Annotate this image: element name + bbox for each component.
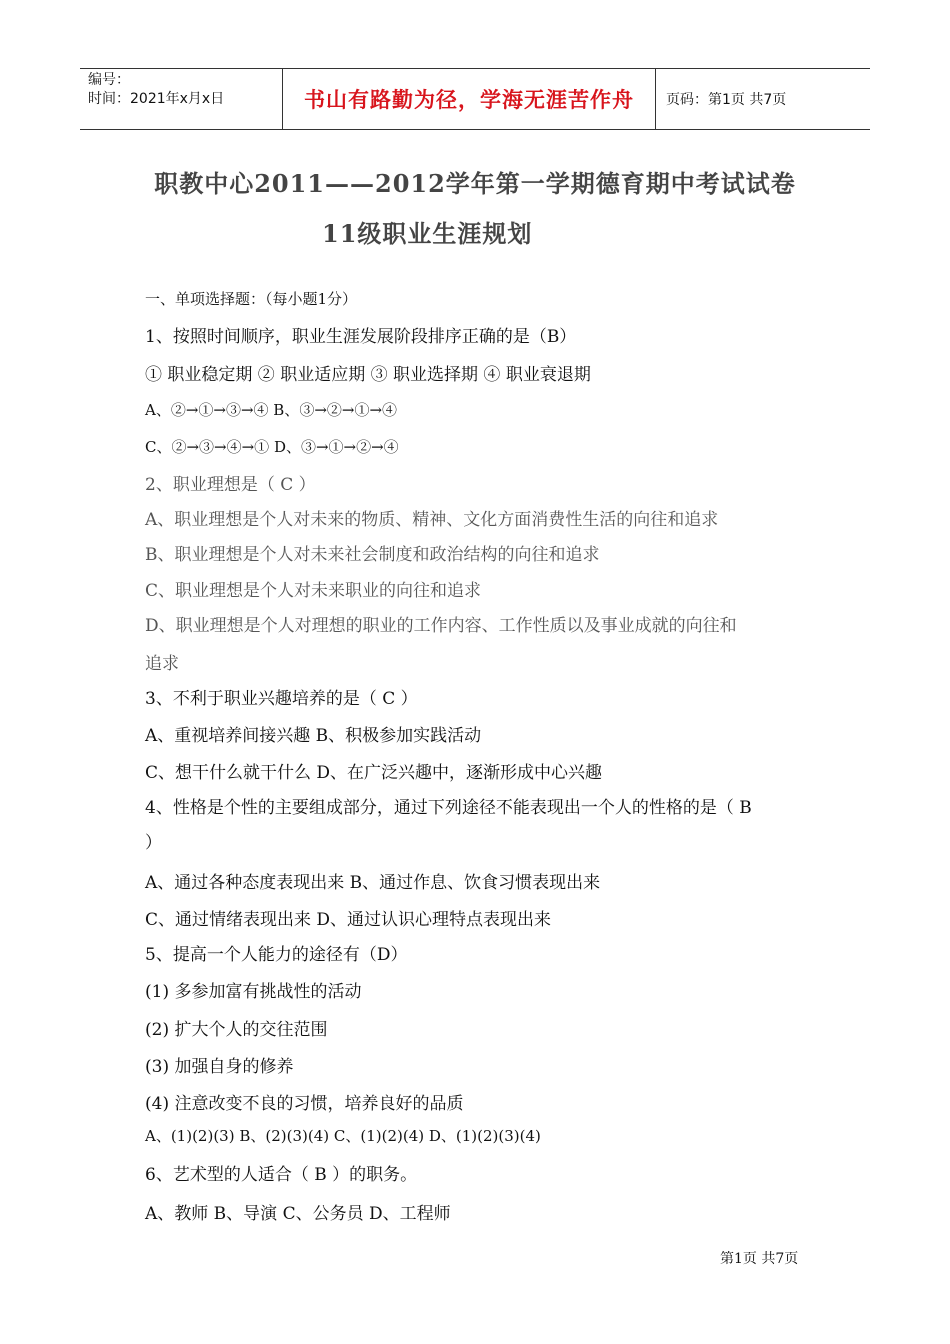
question-1-options-cd: C、②→③→④→① D、③→①→②→④ <box>145 438 399 456</box>
header-motto: 书山有路勤为径，学海无涯苦作舟 <box>282 69 656 129</box>
question-5: 5、提高一个人能力的途径有（D） <box>145 945 408 965</box>
question-5-item-4: (4) 注意改变不良的习惯，培养良好的品质 <box>145 1094 464 1114</box>
header-page-info: 页码：第1页 共7页 <box>666 92 787 108</box>
question-1-options-ab: A、②→①→③→④ B、③→②→①→④ <box>145 401 398 419</box>
question-5-item-3: (3) 加强自身的修养 <box>145 1057 294 1077</box>
question-3-options-ab: A、重视培养间接兴趣 B、积极参加实践活动 <box>145 726 482 746</box>
question-4-options-ab: A、通过各种态度表现出来 B、通过作息、饮食习惯表现出来 <box>145 873 601 893</box>
page-footer: 第1页 共7页 <box>720 1251 799 1267</box>
question-4-cont: ） <box>145 833 162 853</box>
question-2: 2、职业理想是（ C ） <box>145 475 316 495</box>
page-header <box>80 68 870 130</box>
question-6: 6、艺术型的人适合（ B ）的职务。 <box>145 1165 418 1185</box>
question-3-options-cd: C、想干什么就干什么 D、在广泛兴趣中，逐渐形成中心兴趣 <box>145 763 603 783</box>
question-2-option-c: C、职业理想是个人对未来职业的向往和追求 <box>145 581 482 601</box>
question-3: 3、不利于职业兴趣培养的是（ C ） <box>145 689 418 709</box>
question-2-option-b: B、职业理想是个人对未来社会制度和政治结构的向往和追求 <box>145 545 600 565</box>
question-1: 1、按照时间顺序，职业生涯发展阶段排序正确的是（B） <box>145 327 577 347</box>
question-4-options-cd: C、通过情绪表现出来 D、通过认识心理特点表现出来 <box>145 910 552 930</box>
question-1-items: ① 职业稳定期 ② 职业适应期 ③ 职业选择期 ④ 职业衰退期 <box>145 365 591 385</box>
question-5-item-1: (1) 多参加富有挑战性的活动 <box>145 982 362 1002</box>
question-4: 4、性格是个性的主要组成部分，通过下列途径不能表现出一个人的性格的是（ B <box>145 798 752 818</box>
exam-subtitle: 11级职业生涯规划 <box>322 219 533 248</box>
exam-title: 职教中心2011——2012学年第一学期德育期中考试试卷 <box>154 169 796 198</box>
number-label: 编号： <box>88 72 130 88</box>
question-2-option-d: D、职业理想是个人对理想的职业的工作内容、工作性质以及事业成就的向往和 <box>145 616 737 636</box>
time-label: 时间：2021年x月x日 <box>88 91 225 107</box>
question-2-option-d-cont: 追求 <box>145 654 179 674</box>
header-meta <box>80 69 282 129</box>
section-heading: 一、单项选择题：（每小题1分） <box>145 290 358 308</box>
question-2-option-a: A、职业理想是个人对未来的物质、精神、文化方面消费性生活的向往和追求 <box>145 510 719 530</box>
question-6-options: A、教师 B、导演 C、公务员 D、工程师 <box>145 1204 451 1224</box>
question-5-item-2: (2) 扩大个人的交往范围 <box>145 1020 328 1040</box>
question-5-options: A、(1)(2)(3) B、(2)(3)(4) C、(1)(2)(4) D、(1)(2)(3)(4) <box>145 1127 541 1145</box>
